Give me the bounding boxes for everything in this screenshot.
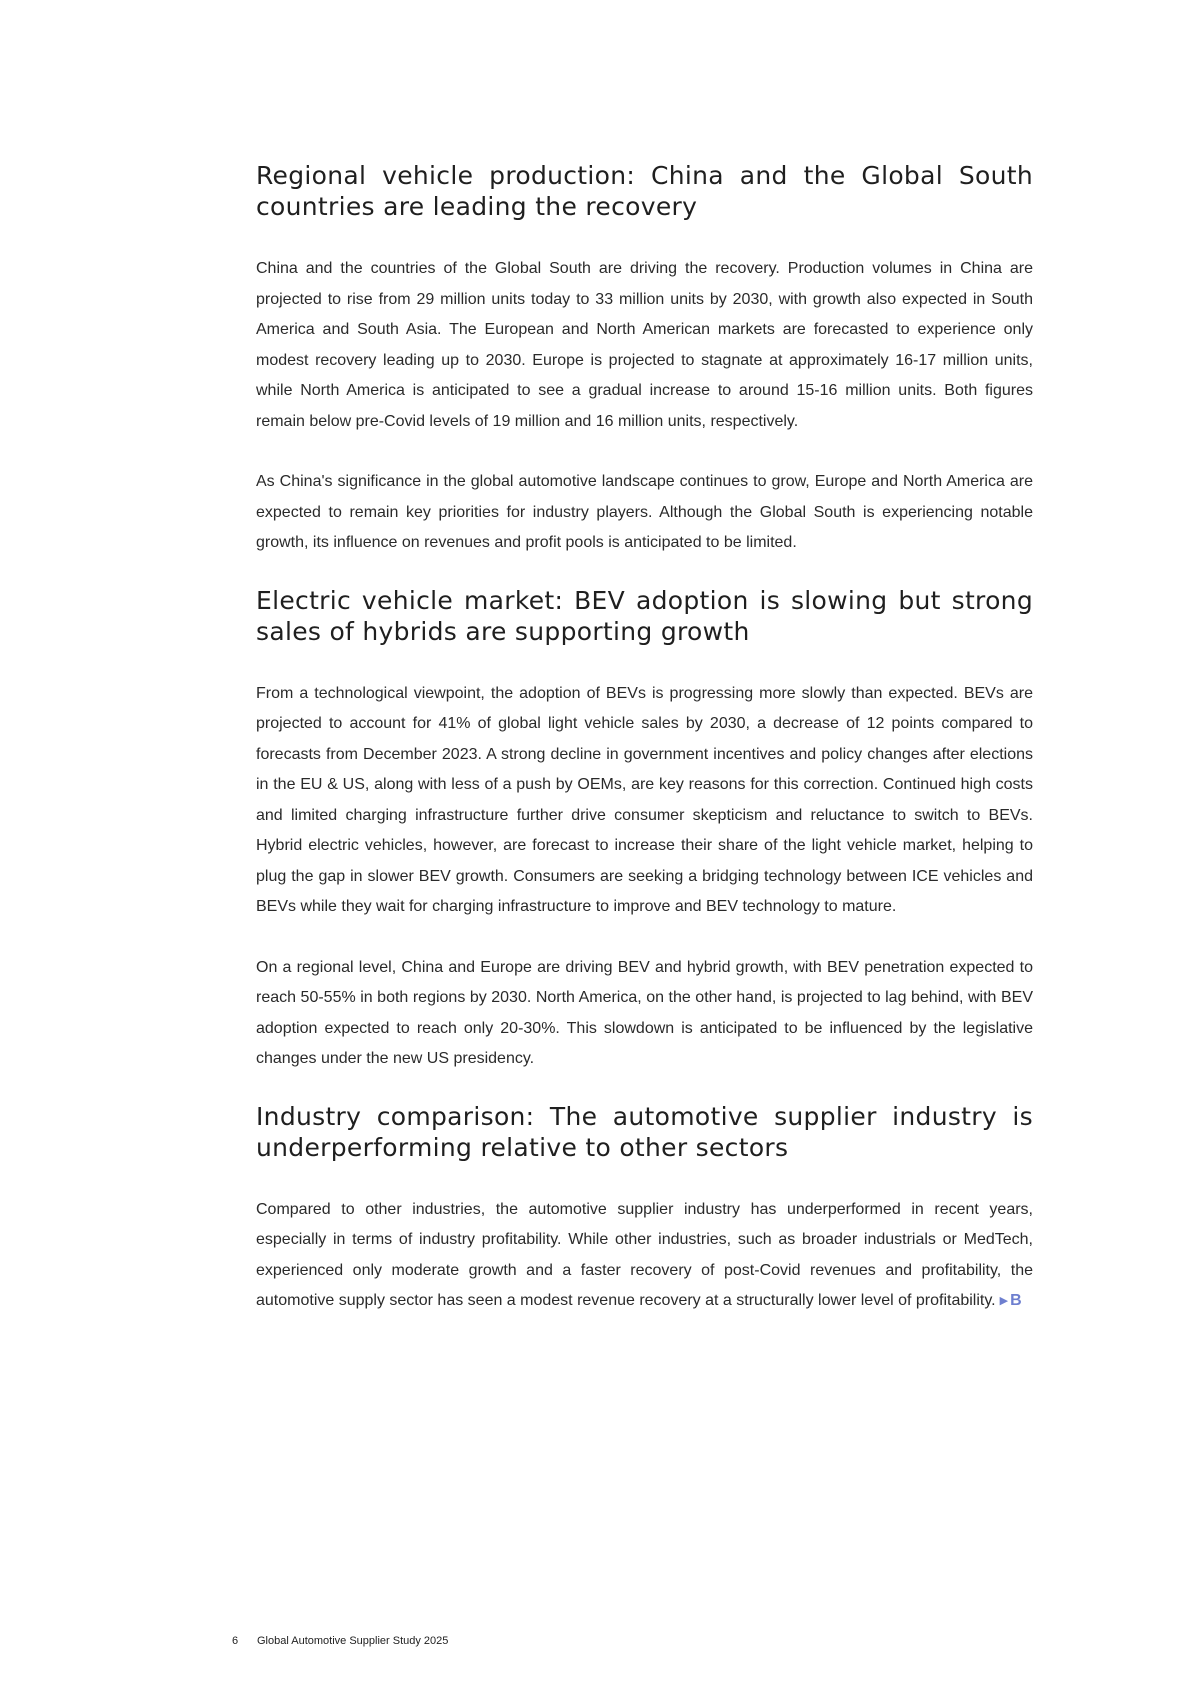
section-electric-vehicle-market <box>256 585 1033 1075</box>
section-industry-comparison <box>256 1101 1033 1317</box>
paragraph-industry-comparison-text: Compared to other industries, the automotive supplier industry has underperformed in recent years, especially in terms of industry profitability. While other industries, such as broader industrials or MedTech, experienced only moderate growth and a faster recovery of post-Covid revenues and profitability, the automotive supply sector has seen a modest revenue recovery at a structurally lower level of profitability. <box>256 1200 1033 1309</box>
section-regional-production <box>256 160 1033 559</box>
footer-title: Global Automotive Supplier Study 2025 <box>257 1635 449 1647</box>
paragraph-industry-comparison-1 <box>256 1195 1033 1317</box>
page-footer <box>232 1635 448 1647</box>
section-heading-industry-comparison: Industry comparison: The automotive supplier industry is underperforming relative to other sectors <box>256 1101 1033 1162</box>
play-arrow-icon: ▶ <box>999 1295 1009 1307</box>
page-content <box>256 160 1033 1347</box>
paragraph-electric-vehicle-market-1: From a technological viewpoint, the adoption of BEVs is progressing more slowly than expected. BEVs are projected to account for 41% of global light vehicle sales by 2030, a decrease of 12 points compared to forecasts from December 2023. A strong decline in government incentives and policy changes after elections in the EU & US, along with less of a push by OEMs, are key reasons for this correction. Continued high costs and limited charging infrastructure further drive consumer skepticism and reluctance to switch to BEVs. Hybrid electric vehicles, however, are forecast to increase their share of the light vehicle market, helping to plug the gap in slower BEV growth. Consumers are seeking a bridging technology between ICE vehicles and BEVs while they wait for charging infrastructure to improve and BEV technology to mature. <box>256 684 1033 915</box>
page-number: 6 <box>232 1635 239 1647</box>
section-heading-regional-production: Regional vehicle production: China and the Global South countries are leading the recovery <box>256 161 1033 221</box>
paragraph-regional-production-2: As China's significance in the global automotive landscape continues to grow, Europe and North America are expected to remain key priorities for industry players. Although the Global South is experiencing notable growth, its influence on revenues and profit pools is anticipated to be limited. <box>256 473 1033 551</box>
paragraph-electric-vehicle-market-2: On a regional level, China and Europe are driving BEV and hybrid growth, with BEV penetration expected to reach 50-55% in both regions by 2030. North America, on the other hand, is projected to lag behind, with BEV adoption expected to reach only 20-30%. This slowdown is anticipated to be influenced by the legislative changes under the new US presidency. <box>256 958 1033 1067</box>
reference-link-b[interactable] <box>996 1292 1022 1309</box>
section-heading-electric-vehicle-market: Electric vehicle market: BEV adoption is slowing but strong sales of hybrids are supporting growth <box>256 585 1033 646</box>
paragraph-regional-production-1: China and the countries of the Global South are driving the recovery. Production volumes in China are projected to rise from 29 million units today to 33 million units by 2030, with growth also expected in South America and South Asia. The European and North American markets are forecasted to experience only modest recovery leading up to 2030. Europe is projected to stagnate at approximately 16-17 million units, while North America is anticipated to see a gradual increase to around 15-16 million units. Both figures remain below pre-Covid levels of 19 million and 16 million units, respectively. <box>256 260 1033 430</box>
reference-link-label: B <box>1010 1292 1022 1309</box>
